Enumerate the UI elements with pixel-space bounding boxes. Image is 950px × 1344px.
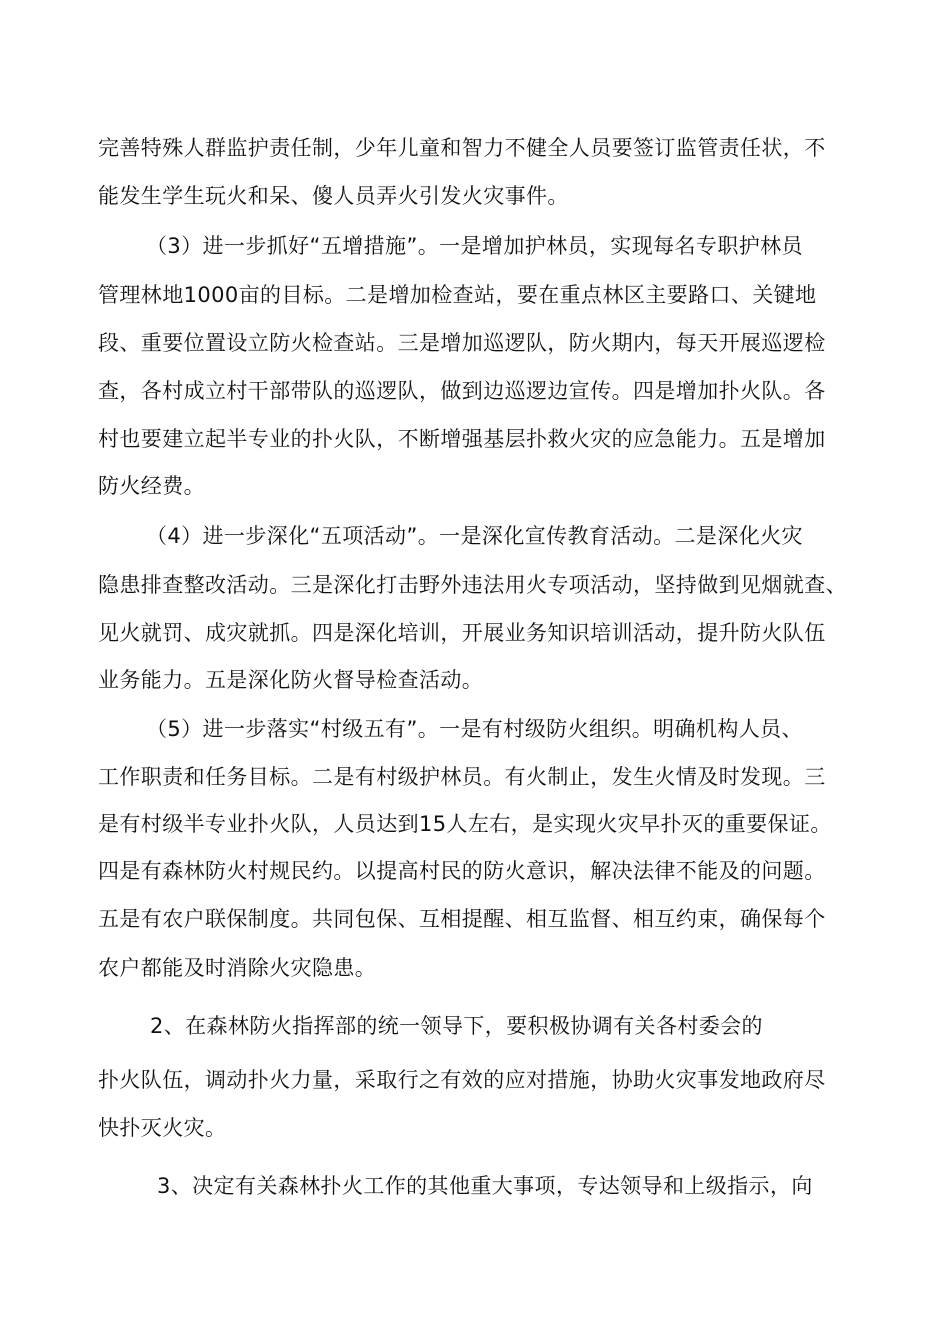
text-line: （3）进一步抓好“五增措施”。一是增加护林员，实现每名专职护林员: [146, 234, 803, 258]
text-line: 管理林地1000亩的目标。二是增加检查站，要在重点林区主要路口、关键地: [98, 283, 817, 307]
text-line: （5）进一步落实“村级五有”。一是有村级防火组织。明确机构人员、: [146, 717, 803, 741]
text-line: 快扑灭火灾。: [98, 1116, 227, 1140]
text-line: 能发生学生玩火和呆、傻人员弄火引发火灾事件。: [98, 184, 569, 208]
text-line: 工作职责和任务目标。二是有村级护林员。有火制止，发生火情及时发现。三: [98, 765, 826, 789]
text-line: 五是有农户联保制度。共同包保、互相提醒、相互监督、相互约束，确保每个: [98, 907, 826, 931]
text-line: 3、决定有关森林扑火工作的其他重大事项，专达领导和上级指示，向: [157, 1174, 813, 1198]
text-line: 段、重要位置设立防火检查站。三是增加巡逻队，防火期内，每天开展巡逻检: [98, 331, 826, 355]
text-line: 见火就罚、成灾就抓。四是深化培训，开展业务知识培训活动，提升防火队伍: [98, 621, 826, 645]
text-line: 村也要建立起半专业的扑火队，不断增强基层扑救火灾的应急能力。五是增加: [98, 427, 826, 451]
text-line: 四是有森林防火村规民约。以提高村民的防火意识，解决法律不能及的问题。: [98, 859, 826, 883]
text-line: 防火经费。: [98, 474, 205, 498]
text-line: 完善特殊人群监护责任制，少年儿童和智力不健全人员要签订监管责任状，不: [98, 136, 826, 160]
text-line: 农户都能及时消除火灾隐患。: [98, 956, 377, 980]
text-line: 2、在森林防火指挥部的统一领导下，要积极协调有关各村委会的: [150, 1014, 763, 1038]
text-line: 查，各村成立村干部带队的巡逻队，做到边巡逻边宣传。四是增加扑火队。各: [98, 379, 826, 403]
text-line: 是有村级半专业扑火队，人员达到15人左右，是实现火灾早扑灭的重要保证。: [98, 812, 832, 836]
text-line: 扑火队伍，调动扑火力量，采取行之有效的应对措施，协助火灾事发地政府尽: [98, 1068, 826, 1092]
text-line: （4）进一步深化“五项活动”。一是深化宣传教育活动。二是深化火灾: [146, 524, 803, 548]
text-line: 业务能力。五是深化防火督导检查活动。: [98, 668, 484, 692]
text-line: 隐患排查整改活动。三是深化打击野外违法用火专项活动，坚持做到见烟就查、: [98, 573, 847, 597]
